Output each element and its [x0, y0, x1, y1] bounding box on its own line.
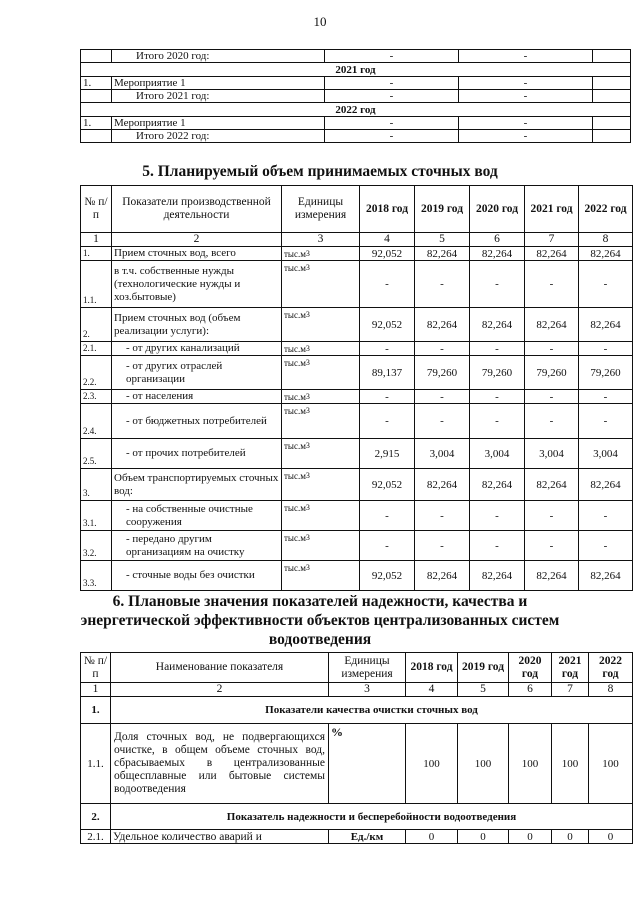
- page-number: 10: [313, 14, 327, 29]
- table-row: [81, 356, 633, 390]
- section6-title-line3: водоотведения: [268, 631, 372, 648]
- row-label: - передано другим организациям на очистку: [112, 531, 282, 561]
- header-year: 2020 год: [509, 653, 552, 683]
- row-value: 3,004: [470, 439, 525, 469]
- row-value: 79,260: [415, 356, 470, 390]
- row-unit: [282, 308, 360, 342]
- header-indicator: Показатели производственной деятельности: [112, 186, 282, 233]
- row-value: 79,260: [579, 356, 633, 390]
- row-unit: [282, 531, 360, 561]
- row-value: -: [579, 404, 633, 439]
- row-label: в т.ч. собственные нужды (технологические нужды и хоз.бытовые): [112, 261, 282, 308]
- table-header: [81, 653, 633, 683]
- table-row: [81, 501, 633, 531]
- row-label: - на собственные очистные сооружения: [112, 501, 282, 531]
- row-unit: [282, 356, 360, 390]
- row-label: Прием сточных вод, всего: [112, 247, 282, 261]
- row-value: 82,264: [525, 469, 579, 501]
- header-unit: Единицы измерения: [329, 653, 406, 683]
- group-row: 2. Показатель надежности и бесперебойности водоотведения: [81, 804, 633, 830]
- row-value: -: [415, 261, 470, 308]
- table-row: [81, 561, 633, 591]
- unit-text: тыс.м: [284, 344, 306, 354]
- row-value: 89,137: [360, 356, 415, 390]
- unit-superscript: 3: [305, 249, 310, 258]
- row-number: 3.3.: [81, 561, 112, 591]
- row-value: 82,264: [470, 561, 525, 591]
- row-value: 82,264: [470, 469, 525, 501]
- row-value: -: [360, 404, 415, 439]
- table-row: Итого 2021 год: - -: [81, 90, 631, 103]
- row-value: 82,264: [525, 247, 579, 261]
- row-number: 1.1.: [81, 261, 112, 308]
- unit-superscript: 3: [305, 392, 310, 401]
- row-value: 82,264: [525, 561, 579, 591]
- row-label: Прием сточных вод (объем реализации услуги):: [112, 308, 282, 342]
- unit-text: тыс.м: [284, 471, 306, 481]
- table-row: [81, 342, 633, 356]
- header-year: 2018 год: [406, 653, 458, 683]
- row-value: -: [470, 390, 525, 404]
- row-value: -: [360, 531, 415, 561]
- row-value: 92,052: [360, 469, 415, 501]
- row-unit: [282, 561, 360, 591]
- row-value: -: [415, 342, 470, 356]
- column-numbers-row: 1 2 3 4 5 6 7 8: [81, 233, 633, 247]
- unit-superscript: 3: [305, 344, 310, 353]
- row-number: 3.1.: [81, 501, 112, 531]
- row-value: 92,052: [360, 308, 415, 342]
- row-value: -: [415, 531, 470, 561]
- row-label: - от населения: [112, 390, 282, 404]
- table-row: [81, 469, 633, 501]
- table-row: Итого 2022 год: - -: [81, 130, 631, 143]
- unit-superscript: 3: [305, 503, 310, 512]
- header-year: 2020 год: [470, 186, 525, 233]
- table-row: 2.1. Удельное количество аварий и Ед./км 0 0 0 0 0: [81, 830, 633, 844]
- unit-text: тыс.м: [284, 406, 306, 416]
- row-value: 82,264: [525, 308, 579, 342]
- row-unit: [282, 261, 360, 308]
- table-row: 1. Мероприятие 1 - -: [81, 117, 631, 130]
- row-value: -: [360, 342, 415, 356]
- table-row: [81, 261, 633, 308]
- unit-text: тыс.м: [284, 310, 306, 320]
- unit-text: тыс.м: [284, 249, 306, 259]
- unit-superscript: 3: [305, 563, 310, 572]
- row-label: - от других отраслей организации: [112, 356, 282, 390]
- row-number: 1.: [81, 247, 112, 261]
- unit-text: тыс.м: [284, 563, 306, 573]
- header-year: 2022 год: [579, 186, 633, 233]
- header-num: № п/ п: [81, 186, 112, 233]
- row-value: 82,264: [579, 469, 633, 501]
- header-year: 2018 год: [360, 186, 415, 233]
- header-year: 2021 год: [552, 653, 589, 683]
- section6-table: [80, 652, 633, 844]
- header-indicator: Наименование показателя: [111, 653, 329, 683]
- row-value: -: [525, 404, 579, 439]
- row-value: 82,264: [470, 247, 525, 261]
- row-value: -: [415, 390, 470, 404]
- row-value: 82,264: [579, 561, 633, 591]
- row-value: 2,915: [360, 439, 415, 469]
- row-value: 82,264: [415, 561, 470, 591]
- row-unit: [282, 404, 360, 439]
- row-unit: [282, 247, 360, 261]
- row-label: - от прочих потребителей: [112, 439, 282, 469]
- row-value: -: [415, 404, 470, 439]
- unit-superscript: 3: [305, 406, 310, 415]
- row-value: -: [470, 501, 525, 531]
- row-number: 3.2.: [81, 531, 112, 561]
- top-table: [80, 49, 631, 143]
- row-unit: [282, 439, 360, 469]
- row-value: -: [579, 261, 633, 308]
- unit-superscript: 3: [305, 471, 310, 480]
- table-row: [81, 308, 633, 342]
- group-label: Показатель надежности и бесперебойности водоотведения: [111, 804, 633, 830]
- row-value: 3,004: [579, 439, 633, 469]
- header-year: 2019 год: [458, 653, 509, 683]
- row-value: -: [579, 531, 633, 561]
- row-value: 82,264: [579, 308, 633, 342]
- row-value: 82,264: [470, 308, 525, 342]
- unit-superscript: 3: [305, 533, 310, 542]
- row-value: -: [360, 390, 415, 404]
- row-value: -: [360, 261, 415, 308]
- row-value: -: [470, 342, 525, 356]
- row-label: - от бюджетных потребителей: [112, 404, 282, 439]
- unit-text: тыс.м: [284, 503, 306, 513]
- table-row: [81, 439, 633, 469]
- table-row: [81, 390, 633, 404]
- row-label: - сточные воды без очистки: [112, 561, 282, 591]
- table-row: [81, 531, 633, 561]
- unit-superscript: 3: [305, 441, 310, 450]
- row-value: 82,264: [579, 247, 633, 261]
- row-number: 2.: [81, 308, 112, 342]
- row-value: -: [579, 390, 633, 404]
- header-num: № п/п: [81, 653, 111, 683]
- row-value: -: [470, 261, 525, 308]
- unit-superscript: 3: [305, 263, 310, 272]
- unit-superscript: 3: [305, 310, 310, 319]
- unit-text: тыс.м: [284, 392, 306, 402]
- table-row: 2022 год: [81, 103, 631, 117]
- table-row: 2021 год: [81, 63, 631, 77]
- group-label: Показатели качества очистки сточных вод: [111, 697, 633, 724]
- row-value: -: [415, 501, 470, 531]
- row-unit: [282, 469, 360, 501]
- row-value: -: [525, 342, 579, 356]
- section6-title-line1: 6. Плановые значения показателей надежности, качества и: [112, 593, 528, 610]
- header-year: 2022 год: [589, 653, 633, 683]
- row-value: -: [360, 501, 415, 531]
- unit-text: тыс.м: [284, 358, 306, 368]
- row-unit: [282, 390, 360, 404]
- row-label: Объем транспортируемых сточных вод:: [112, 469, 282, 501]
- row-number: 2.5.: [81, 439, 112, 469]
- header-year: 2019 год: [415, 186, 470, 233]
- row-value: -: [470, 531, 525, 561]
- row-value: 3,004: [525, 439, 579, 469]
- column-numbers-row: 1 2 3 4 5 6 7 8: [81, 683, 633, 697]
- header-unit: Единицы измерения: [282, 186, 360, 233]
- row-value: 79,260: [525, 356, 579, 390]
- row-number: 3.: [81, 469, 112, 501]
- section5-table: [80, 185, 633, 591]
- table-row: 1. Мероприятие 1 - -: [81, 77, 631, 90]
- row-value: -: [525, 261, 579, 308]
- row-label: - от других канализаций: [112, 342, 282, 356]
- row-unit: [282, 342, 360, 356]
- table-row: [81, 404, 633, 439]
- row-value: -: [525, 531, 579, 561]
- section5-title: 5. Планируемый объем принимаемых сточных вод: [142, 163, 498, 180]
- row-value: 3,004: [415, 439, 470, 469]
- header-year: 2021 год: [525, 186, 579, 233]
- row-value: -: [525, 501, 579, 531]
- row-value: 92,052: [360, 247, 415, 261]
- row-value: 82,264: [415, 247, 470, 261]
- unit-text: тыс.м: [284, 263, 306, 273]
- unit-superscript: 3: [305, 358, 310, 367]
- unit-text: тыс.м: [284, 533, 306, 543]
- row-number: 2.1.: [81, 342, 112, 356]
- row-value: -: [579, 501, 633, 531]
- group-row: 1. Показатели качества очистки сточных вод: [81, 697, 633, 724]
- row-value: 79,260: [470, 356, 525, 390]
- row-value: 82,264: [415, 308, 470, 342]
- table-row: 1.1. Доля сточных вод, не подвергающихся очистке, в общем объеме сточных вод, сбрасываемых в централизованные общесплавные или бытовые системы водоотведения % 100 100 100 100 100: [81, 724, 633, 804]
- table-row: Итого 2020 год: - -: [81, 50, 631, 63]
- row-number: 2.2.: [81, 356, 112, 390]
- row-number: 2.4.: [81, 404, 112, 439]
- row-value: 92,052: [360, 561, 415, 591]
- table-header: [81, 186, 633, 233]
- row-number: 2.3.: [81, 390, 112, 404]
- unit-text: тыс.м: [284, 441, 306, 451]
- row-value: 82,264: [415, 469, 470, 501]
- row-value: -: [525, 390, 579, 404]
- row-value: -: [470, 404, 525, 439]
- section6-title-line2: энергетической эффективности объектов централизованных систем: [80, 612, 560, 629]
- table-row: [81, 247, 633, 261]
- row-value: -: [579, 342, 633, 356]
- row-unit: [282, 501, 360, 531]
